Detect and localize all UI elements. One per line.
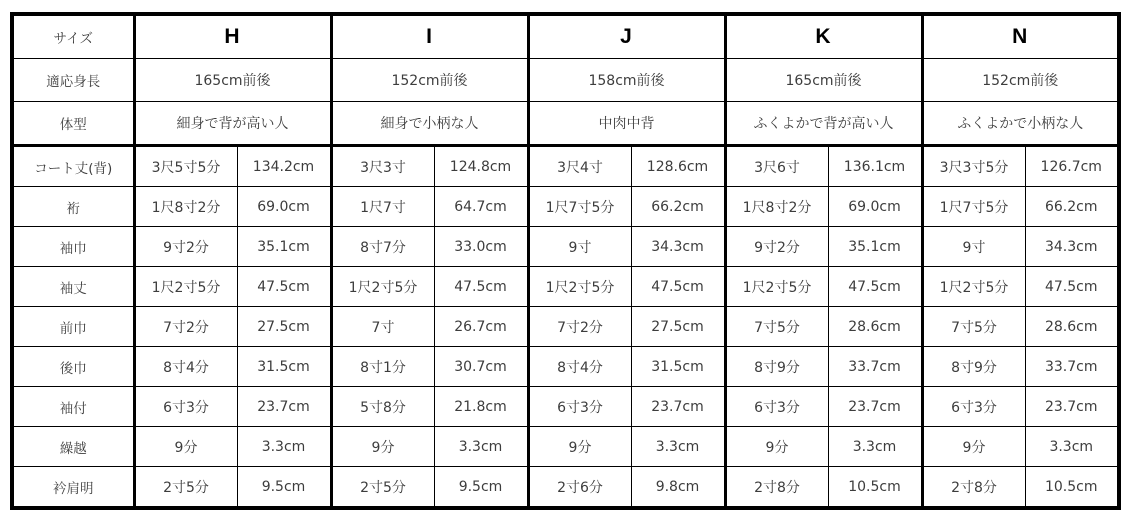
row-label-height: 適応身長 (12, 59, 134, 102)
cm-cell: 27.5cm (237, 307, 331, 347)
shaku-cell: 1尺8寸2分 (725, 187, 828, 227)
shaku-cell: 7寸 (331, 307, 434, 347)
cm-cell: 23.7cm (631, 387, 725, 427)
size-header-i: I (331, 14, 528, 59)
shaku-cell: 2寸5分 (134, 467, 237, 509)
table-row-sleeve-length (12, 267, 1119, 307)
cm-cell: 31.5cm (237, 347, 331, 387)
cm-cell: 136.1cm (828, 146, 922, 187)
shaku-cell: 8寸1分 (331, 347, 434, 387)
cm-cell: 34.3cm (631, 227, 725, 267)
cm-cell: 10.5cm (1025, 467, 1119, 509)
size-header-h: H (134, 14, 331, 59)
row-label-sleeve-attach: 袖付 (12, 387, 134, 427)
shaku-cell: 2寸5分 (331, 467, 434, 509)
table-row-kurikoshi (12, 427, 1119, 467)
shaku-cell: 7寸2分 (528, 307, 631, 347)
shaku-cell: 9分 (134, 427, 237, 467)
shaku-cell: 9寸 (922, 227, 1025, 267)
cm-cell: 34.3cm (1025, 227, 1119, 267)
cm-cell: 35.1cm (237, 227, 331, 267)
cm-cell: 33.7cm (1025, 347, 1119, 387)
cm-cell: 9.5cm (237, 467, 331, 509)
cm-cell: 134.2cm (237, 146, 331, 187)
cm-cell: 28.6cm (828, 307, 922, 347)
size-header-j: J (528, 14, 725, 59)
shaku-cell: 3尺3寸5分 (922, 146, 1025, 187)
shaku-cell: 9寸 (528, 227, 631, 267)
cm-cell: 3.3cm (237, 427, 331, 467)
shaku-cell: 3尺4寸 (528, 146, 631, 187)
body-type-cell: 中肉中背 (528, 102, 725, 146)
shaku-cell: 1尺2寸5分 (725, 267, 828, 307)
cm-cell: 66.2cm (631, 187, 725, 227)
cm-cell: 3.3cm (1025, 427, 1119, 467)
body-type-cell: 細身で小柄な人 (331, 102, 528, 146)
size-header-k: K (725, 14, 922, 59)
row-label-yuki: 裄 (12, 187, 134, 227)
size-chart-table (10, 12, 1121, 510)
shaku-cell: 1尺7寸5分 (528, 187, 631, 227)
row-label-size: サイズ (12, 14, 134, 59)
shaku-cell: 6寸3分 (922, 387, 1025, 427)
row-label-coat-length: コート丈(背) (12, 146, 134, 187)
shaku-cell: 1尺8寸2分 (134, 187, 237, 227)
cm-cell: 23.7cm (1025, 387, 1119, 427)
cm-cell: 33.0cm (434, 227, 528, 267)
shaku-cell: 1尺2寸5分 (528, 267, 631, 307)
table-row-collar-opening (12, 467, 1119, 509)
shaku-cell: 8寸4分 (528, 347, 631, 387)
body-type-cell: ふくよかで背が高い人 (725, 102, 922, 146)
row-label-sleeve-width: 袖巾 (12, 227, 134, 267)
cm-cell: 23.7cm (828, 387, 922, 427)
shaku-cell: 7寸2分 (134, 307, 237, 347)
cm-cell: 9.8cm (631, 467, 725, 509)
shaku-cell: 7寸5分 (725, 307, 828, 347)
row-label-kurikoshi: 繰越 (12, 427, 134, 467)
table-row-size (12, 14, 1119, 59)
shaku-cell: 9分 (331, 427, 434, 467)
shaku-cell: 8寸9分 (725, 347, 828, 387)
cm-cell: 27.5cm (631, 307, 725, 347)
row-label-collar-opening: 衿肩明 (12, 467, 134, 509)
row-label-back-width: 後巾 (12, 347, 134, 387)
shaku-cell: 9分 (725, 427, 828, 467)
cm-cell: 126.7cm (1025, 146, 1119, 187)
shaku-cell: 8寸4分 (134, 347, 237, 387)
body-type-cell: ふくよかで小柄な人 (922, 102, 1119, 146)
cm-cell: 10.5cm (828, 467, 922, 509)
shaku-cell: 5寸8分 (331, 387, 434, 427)
size-header-n: N (922, 14, 1119, 59)
table-row-yuki (12, 187, 1119, 227)
table-row-sleeve-attach (12, 387, 1119, 427)
shaku-cell: 3尺5寸5分 (134, 146, 237, 187)
table-row-sleeve-width (12, 227, 1119, 267)
height-cell: 152cm前後 (331, 59, 528, 102)
shaku-cell: 9分 (922, 427, 1025, 467)
shaku-cell: 9寸2分 (725, 227, 828, 267)
shaku-cell: 1尺2寸5分 (331, 267, 434, 307)
height-cell: 152cm前後 (922, 59, 1119, 102)
cm-cell: 33.7cm (828, 347, 922, 387)
shaku-cell: 3尺6寸 (725, 146, 828, 187)
cm-cell: 21.8cm (434, 387, 528, 427)
cm-cell: 30.7cm (434, 347, 528, 387)
row-label-front-width: 前巾 (12, 307, 134, 347)
shaku-cell: 7寸5分 (922, 307, 1025, 347)
height-cell: 165cm前後 (134, 59, 331, 102)
cm-cell: 28.6cm (1025, 307, 1119, 347)
row-label-sleeve-length: 袖丈 (12, 267, 134, 307)
cm-cell: 47.5cm (237, 267, 331, 307)
height-cell: 158cm前後 (528, 59, 725, 102)
shaku-cell: 8寸7分 (331, 227, 434, 267)
cm-cell: 35.1cm (828, 227, 922, 267)
cm-cell: 23.7cm (237, 387, 331, 427)
shaku-cell: 6寸3分 (528, 387, 631, 427)
shaku-cell: 9分 (528, 427, 631, 467)
cm-cell: 47.5cm (828, 267, 922, 307)
cm-cell: 128.6cm (631, 146, 725, 187)
table-row-back-width (12, 347, 1119, 387)
shaku-cell: 2寸6分 (528, 467, 631, 509)
cm-cell: 69.0cm (237, 187, 331, 227)
shaku-cell: 1尺2寸5分 (134, 267, 237, 307)
cm-cell: 9.5cm (434, 467, 528, 509)
shaku-cell: 1尺7寸 (331, 187, 434, 227)
cm-cell: 3.3cm (828, 427, 922, 467)
shaku-cell: 1尺7寸5分 (922, 187, 1025, 227)
cm-cell: 64.7cm (434, 187, 528, 227)
cm-cell: 26.7cm (434, 307, 528, 347)
row-label-body-type: 体型 (12, 102, 134, 146)
shaku-cell: 6寸3分 (725, 387, 828, 427)
shaku-cell: 9寸2分 (134, 227, 237, 267)
shaku-cell: 1尺2寸5分 (922, 267, 1025, 307)
table-row-coat-length (12, 146, 1119, 187)
cm-cell: 124.8cm (434, 146, 528, 187)
cm-cell: 47.5cm (1025, 267, 1119, 307)
body-type-cell: 細身で背が高い人 (134, 102, 331, 146)
cm-cell: 47.5cm (631, 267, 725, 307)
cm-cell: 3.3cm (631, 427, 725, 467)
cm-cell: 69.0cm (828, 187, 922, 227)
cm-cell: 66.2cm (1025, 187, 1119, 227)
cm-cell: 31.5cm (631, 347, 725, 387)
shaku-cell: 8寸9分 (922, 347, 1025, 387)
table-row-front-width (12, 307, 1119, 347)
cm-cell: 47.5cm (434, 267, 528, 307)
table-row-height (12, 59, 1119, 102)
shaku-cell: 2寸8分 (922, 467, 1025, 509)
height-cell: 165cm前後 (725, 59, 922, 102)
cm-cell: 3.3cm (434, 427, 528, 467)
shaku-cell: 2寸8分 (725, 467, 828, 509)
shaku-cell: 3尺3寸 (331, 146, 434, 187)
shaku-cell: 6寸3分 (134, 387, 237, 427)
table-row-body-type (12, 102, 1119, 146)
